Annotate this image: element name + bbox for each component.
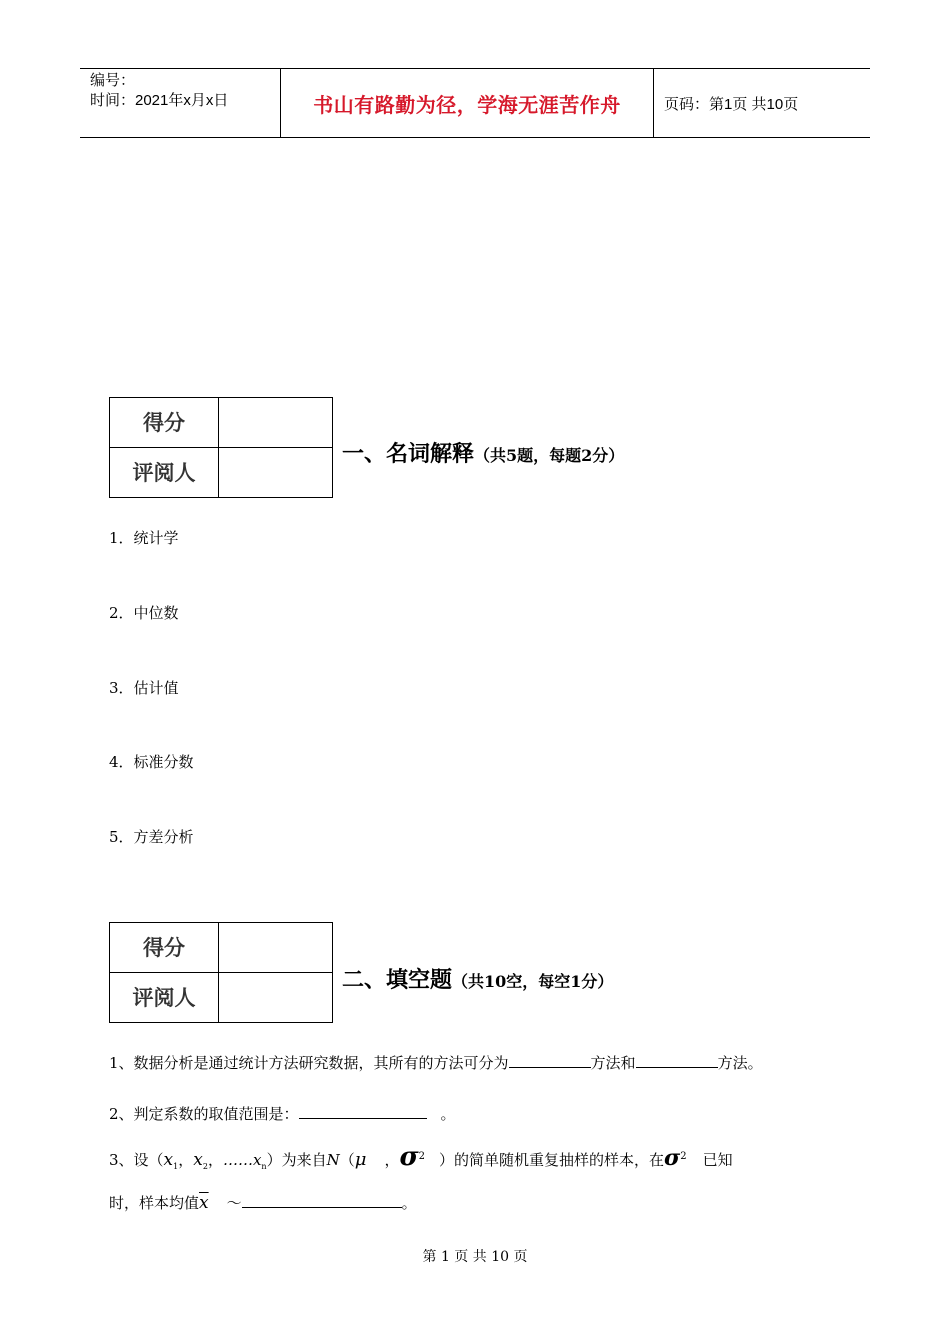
q3-sq-2: 2 (680, 1151, 687, 1162)
score-table-1 (109, 397, 333, 498)
q3-text-f: ～ (226, 1194, 242, 1212)
q2-text-b: 。 (440, 1105, 456, 1123)
term-item-4: 4．标准分数 (109, 753, 194, 771)
q3-sub2: 2 (202, 1162, 208, 1171)
score-table-2 (109, 922, 333, 1023)
header-motto: 书山有路勤为径，学海无涯苦作舟 (281, 69, 654, 137)
q3-dots: ……x (222, 1151, 262, 1169)
page-header (80, 68, 870, 138)
score-cell[interactable] (219, 923, 332, 973)
q3-text-d: 已知 (702, 1151, 733, 1169)
q3-mu: μ (354, 1149, 367, 1170)
reviewer-label: 评阅人 (110, 973, 219, 1023)
q1-text-c: 方法。 (717, 1054, 763, 1072)
q3-sigma-2: σ (664, 1145, 681, 1171)
header-page-info: 页码：第1页 共10页 (664, 95, 799, 113)
score-label: 得分 (110, 398, 219, 448)
q3-paren: （ (339, 1151, 355, 1169)
term-item-1: 1．统计学 (109, 529, 179, 547)
q3-text-a: 3、设（ (109, 1151, 164, 1169)
term-item-5: 5．方差分析 (109, 828, 194, 846)
section-1-title (342, 437, 624, 468)
number-label: 编号： (90, 72, 136, 89)
score-cell[interactable] (219, 398, 332, 448)
time-label: 时间：2021年x月x日 (90, 92, 229, 109)
q3-text-c: ）的简单随机重复抽样的样本，在 (439, 1151, 665, 1169)
question-1 (109, 1052, 763, 1073)
q3-N: N (326, 1151, 340, 1169)
q3-sq: 2 (418, 1151, 425, 1162)
reviewer-cell[interactable] (219, 448, 332, 498)
term-item-3: 3．估计值 (109, 679, 179, 697)
q3-text-e: 时，样本均值 (109, 1194, 200, 1212)
score-label: 得分 (110, 923, 219, 973)
q3-blank[interactable] (242, 1193, 402, 1208)
question-3-line-2 (109, 1192, 417, 1213)
q3-subn: n (261, 1162, 267, 1171)
question-3: 3、设（$x_1$，$x_2$，$\dots\dots x_n$）为来自N（μ ，$\sigma^2$ ）的简单随机重复抽样的样本，在$\sigma^2$ 已知 (109, 1142, 733, 1172)
q1-text-b: 方法和 (590, 1054, 636, 1072)
q3-x2: x (193, 1150, 203, 1170)
q1-text-a: 1、数据分析是通过统计方法研究数据，其所有的方法可分为 (109, 1054, 509, 1072)
q2-blank[interactable] (299, 1104, 427, 1119)
section-1-heading: 一、名词解释 (342, 441, 475, 467)
q3-text-g: 。 (401, 1194, 417, 1212)
section-2-note: （共10空，每空1分） (452, 972, 614, 991)
section-1-note: （共5题，每题2分） (474, 446, 625, 465)
section-2-title (342, 963, 613, 994)
q1-blank-1[interactable] (509, 1053, 591, 1068)
q1-blank-2[interactable] (636, 1053, 718, 1068)
term-item-2: 2．中位数 (109, 604, 179, 622)
q3-sigma: σ (399, 1142, 419, 1172)
q3-xbar: $\overline{x}$ (199, 1193, 209, 1213)
q3-x1: x (163, 1150, 174, 1170)
q2-text-a: 2、判定系数的取值范围是： (109, 1105, 299, 1123)
q3-text-b: ）为来自 (266, 1151, 327, 1169)
q3-comma: ， (384, 1151, 400, 1169)
section-2-heading: 二、填空题 (342, 967, 453, 993)
reviewer-label: 评阅人 (110, 448, 219, 498)
reviewer-cell[interactable] (219, 973, 332, 1023)
q3-sub1: 1 (173, 1162, 179, 1171)
question-2 (109, 1103, 456, 1124)
header-left (80, 69, 281, 137)
page-footer: 第 1 页 共 10 页 (422, 1249, 528, 1265)
